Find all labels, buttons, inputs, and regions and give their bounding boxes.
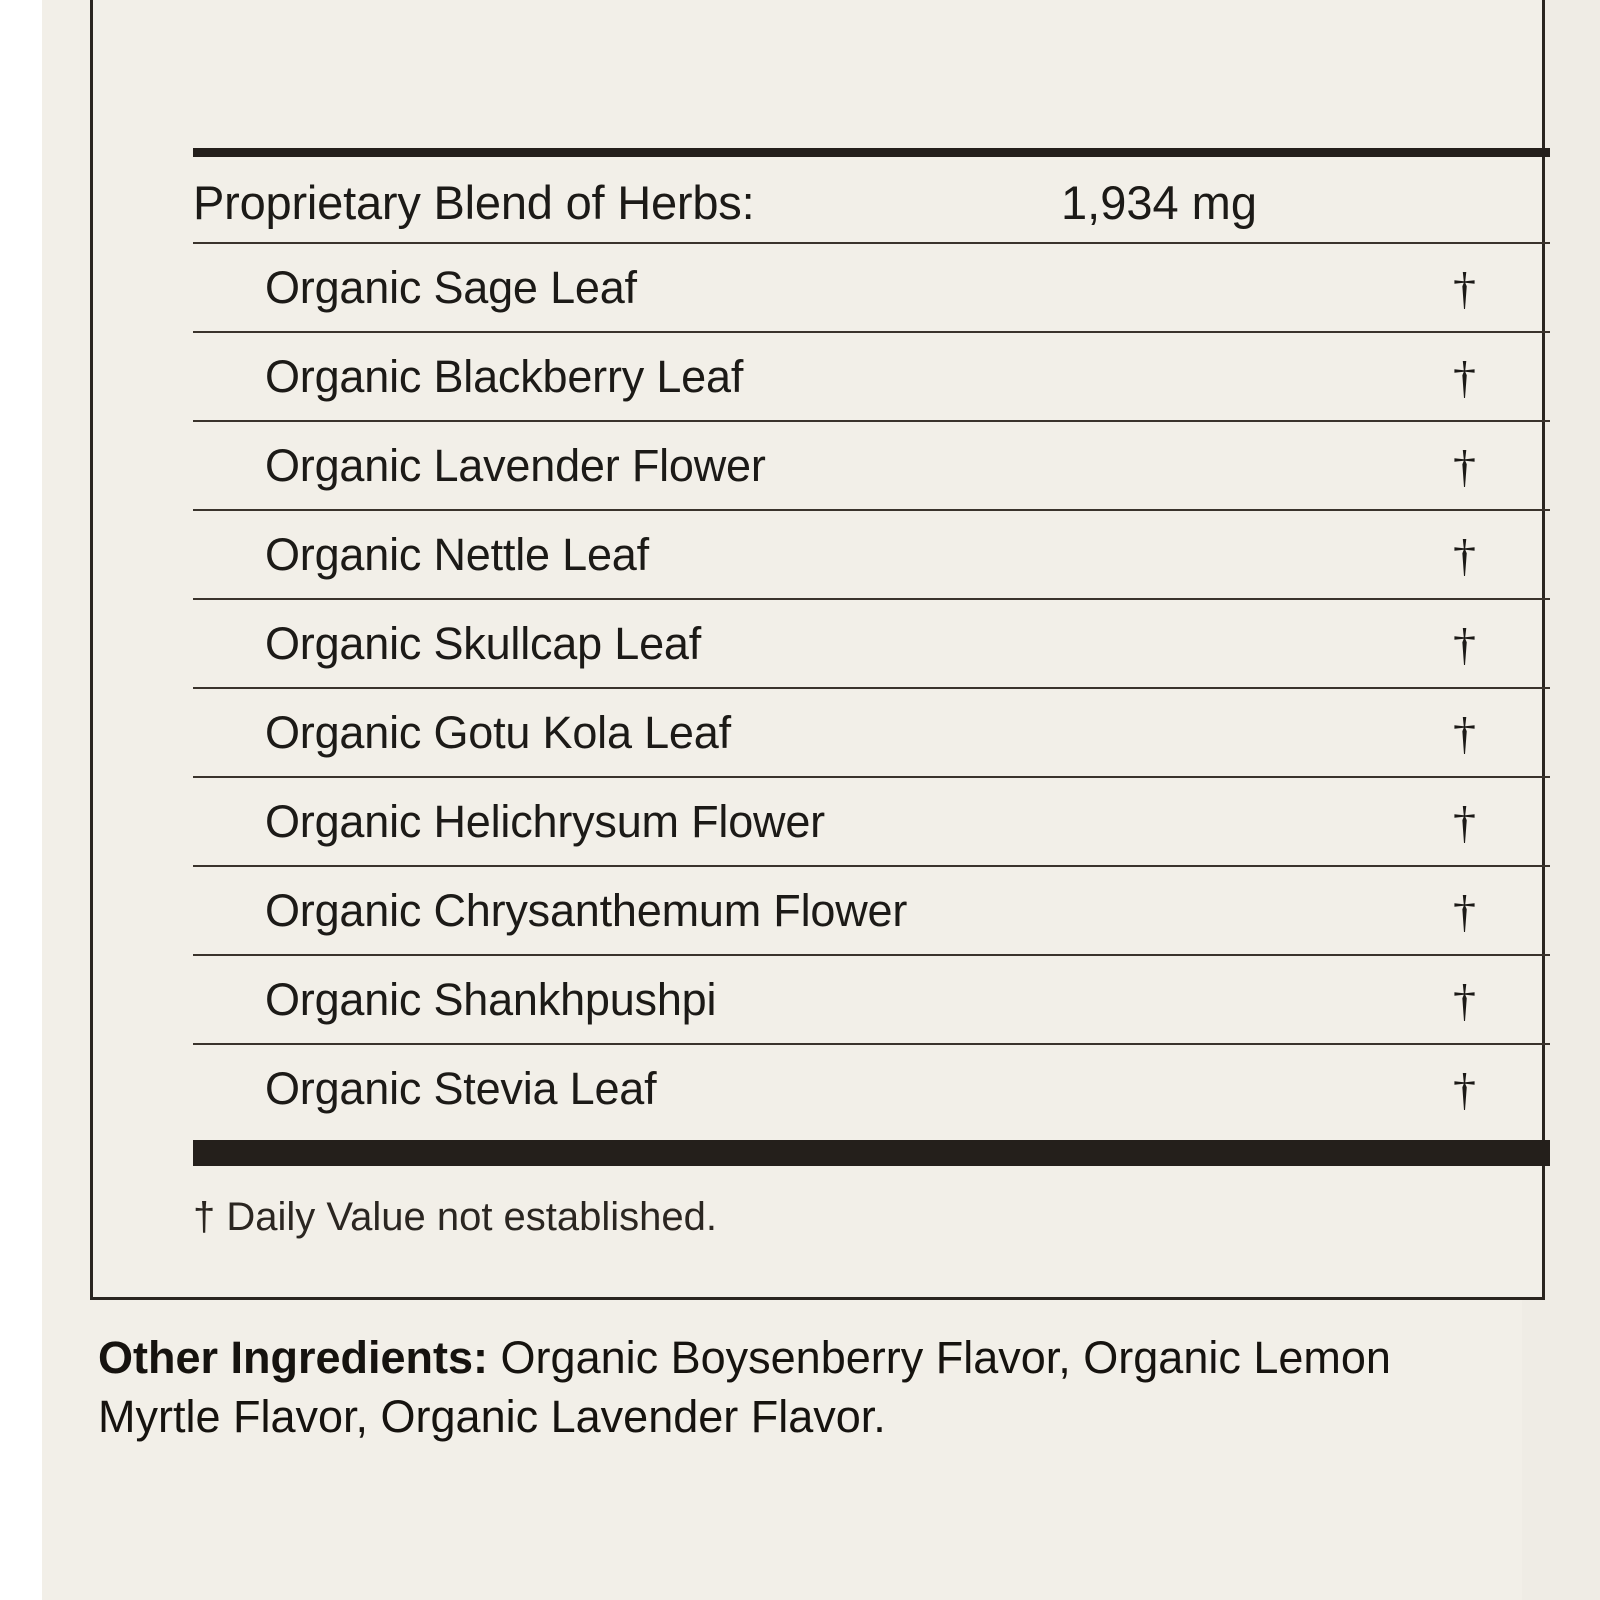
divider-thick-bottom	[193, 1140, 1550, 1166]
dagger-icon: †	[1453, 1063, 1476, 1114]
ingredient-name: Organic Chrysanthemum Flower	[265, 884, 908, 936]
ingredient-name: Organic Nettle Leaf	[265, 528, 649, 580]
ingredient-name: Organic Skullcap Leaf	[265, 617, 702, 669]
supplement-facts-box	[90, 0, 1545, 1300]
other-ingredients-label: Other Ingredients:	[98, 1332, 489, 1383]
list-item	[193, 331, 1550, 420]
list-item	[193, 776, 1550, 865]
dagger-icon: †	[1453, 885, 1476, 936]
proprietary-blend-row	[193, 166, 1550, 238]
ingredient-name: Organic Sage Leaf	[265, 261, 637, 313]
other-ingredients-text: Organic Boysenberry Flavor, Organic Lemon Myrtle Flavor, Organic Lavender Flavor.	[98, 1332, 1391, 1443]
daily-value-footnote: † Daily Value not established.	[193, 1195, 718, 1239]
list-item	[193, 1043, 1550, 1132]
list-item	[193, 509, 1550, 598]
list-item	[193, 954, 1550, 1043]
ingredient-name: Organic Shankhpushpi	[265, 973, 717, 1025]
dagger-icon: †	[1453, 351, 1476, 402]
dagger-icon: †	[1453, 529, 1476, 580]
list-item	[193, 420, 1550, 509]
list-item	[193, 598, 1550, 687]
ingredient-name: Organic Helichrysum Flower	[265, 795, 825, 847]
dagger-icon: †	[1453, 618, 1476, 669]
ingredient-name: Organic Lavender Flower	[265, 439, 766, 491]
list-item	[193, 242, 1550, 331]
ingredient-list	[193, 242, 1550, 1132]
proprietary-blend-amount: 1,934 mg	[1061, 175, 1257, 229]
supplement-facts-label	[42, 0, 1522, 1600]
divider-thick-top	[193, 148, 1550, 157]
dagger-icon: †	[1453, 796, 1476, 847]
ingredient-name: Organic Blackberry Leaf	[265, 350, 744, 402]
list-item	[193, 865, 1550, 954]
proprietary-blend-label: Proprietary Blend of Herbs:	[193, 175, 755, 229]
other-ingredients	[98, 1328, 1498, 1447]
dagger-icon: †	[1453, 262, 1476, 313]
dagger-icon: †	[1453, 707, 1476, 758]
ingredient-name: Organic Gotu Kola Leaf	[265, 706, 731, 758]
dagger-icon: †	[1453, 440, 1476, 491]
ingredient-name: Organic Stevia Leaf	[265, 1062, 657, 1114]
list-item	[193, 687, 1550, 776]
dagger-icon: †	[1453, 974, 1476, 1025]
